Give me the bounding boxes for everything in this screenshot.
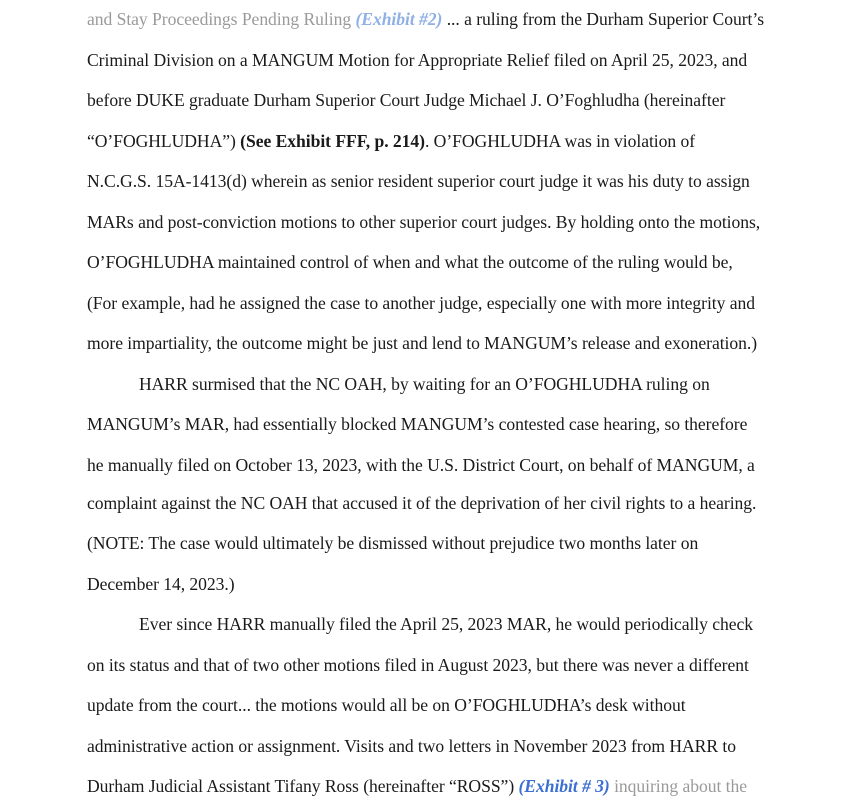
text-line-13: complaint against the NC OAH that accused it of the deprivation of her civil rights to a hearing. — [87, 493, 757, 513]
exhibit-3-link[interactable]: (Exhibit # 3) — [518, 776, 610, 796]
text-line-8: (For example, had he assigned the case to another judge, especially one with more integrity and — [87, 293, 755, 313]
exhibit-fff-reference: (See Exhibit FFF, p. 214) — [240, 131, 425, 151]
line-text: ... a ruling from the Durham Superior Court’s — [442, 9, 765, 29]
faded-text: inquiring about the — [609, 776, 748, 796]
text-line-12: he manually filed on October 13, 2023, with the U.S. District Court, on behalf of MANGUM, a — [87, 455, 755, 475]
text-line-14: (NOTE: The case would ultimately be dismissed without prejudice two months later on — [87, 533, 699, 553]
line-text: Durham Judicial Assistant Tifany Ross (hereinafter “ROSS”) — [87, 776, 519, 796]
text-line-5: N.C.G.S. 15A-1413(d) wherein as senior resident superior court judge it was his duty to assign — [87, 171, 750, 191]
exhibit-2-link[interactable]: (Exhibit #2) — [355, 9, 443, 29]
text-line-3: before DUKE graduate Durham Superior Court Judge Michael J. O’Foghludha (hereinafter — [87, 90, 726, 110]
text-line-6: MARs and post-conviction motions to other superior court judges. By holding onto the motions, — [87, 212, 761, 232]
text-line-7: O’FOGHLUDHA maintained control of when and what the outcome of the ruling would be, — [87, 252, 733, 272]
text-line-17: on its status and that of two other motions filed in August 2023, but there was never a different — [87, 655, 749, 675]
faded-text: and Stay Proceedings Pending Ruling — [87, 9, 356, 29]
text-line-1 — [87, 8, 764, 30]
paragraph-start-ever-since: Ever since HARR manually filed the April 25, 2023 MAR, he would periodically check — [139, 614, 753, 634]
text-line-9: more impartiality, the outcome might be just and lend to MANGUM’s release and exoneration.) — [87, 333, 758, 353]
text-line-4 — [87, 130, 695, 152]
text-line-19: administrative action or assignment. Visits and two letters in November 2023 from HARR to — [87, 736, 736, 756]
paragraph-start-harr-surmised: HARR surmised that the NC OAH, by waiting for an O’FOGHLUDHA ruling on — [139, 374, 710, 394]
line-text: . O’FOGHLUDHA was in violation of — [424, 131, 696, 151]
line-text: “O’FOGHLUDHA”) — [87, 131, 241, 151]
text-line-15: December 14, 2023.) — [87, 574, 235, 594]
text-line-2: Criminal Division on a MANGUM Motion for Appropriate Relief filed on April 25, 2023, and — [87, 50, 748, 70]
text-line-18: update from the court... the motions would all be on O’FOGHLUDHA’s desk without — [87, 695, 686, 715]
text-line-11: MANGUM’s MAR, had essentially blocked MANGUM’s contested case hearing, so therefore — [87, 414, 748, 434]
text-line-20 — [87, 775, 747, 797]
